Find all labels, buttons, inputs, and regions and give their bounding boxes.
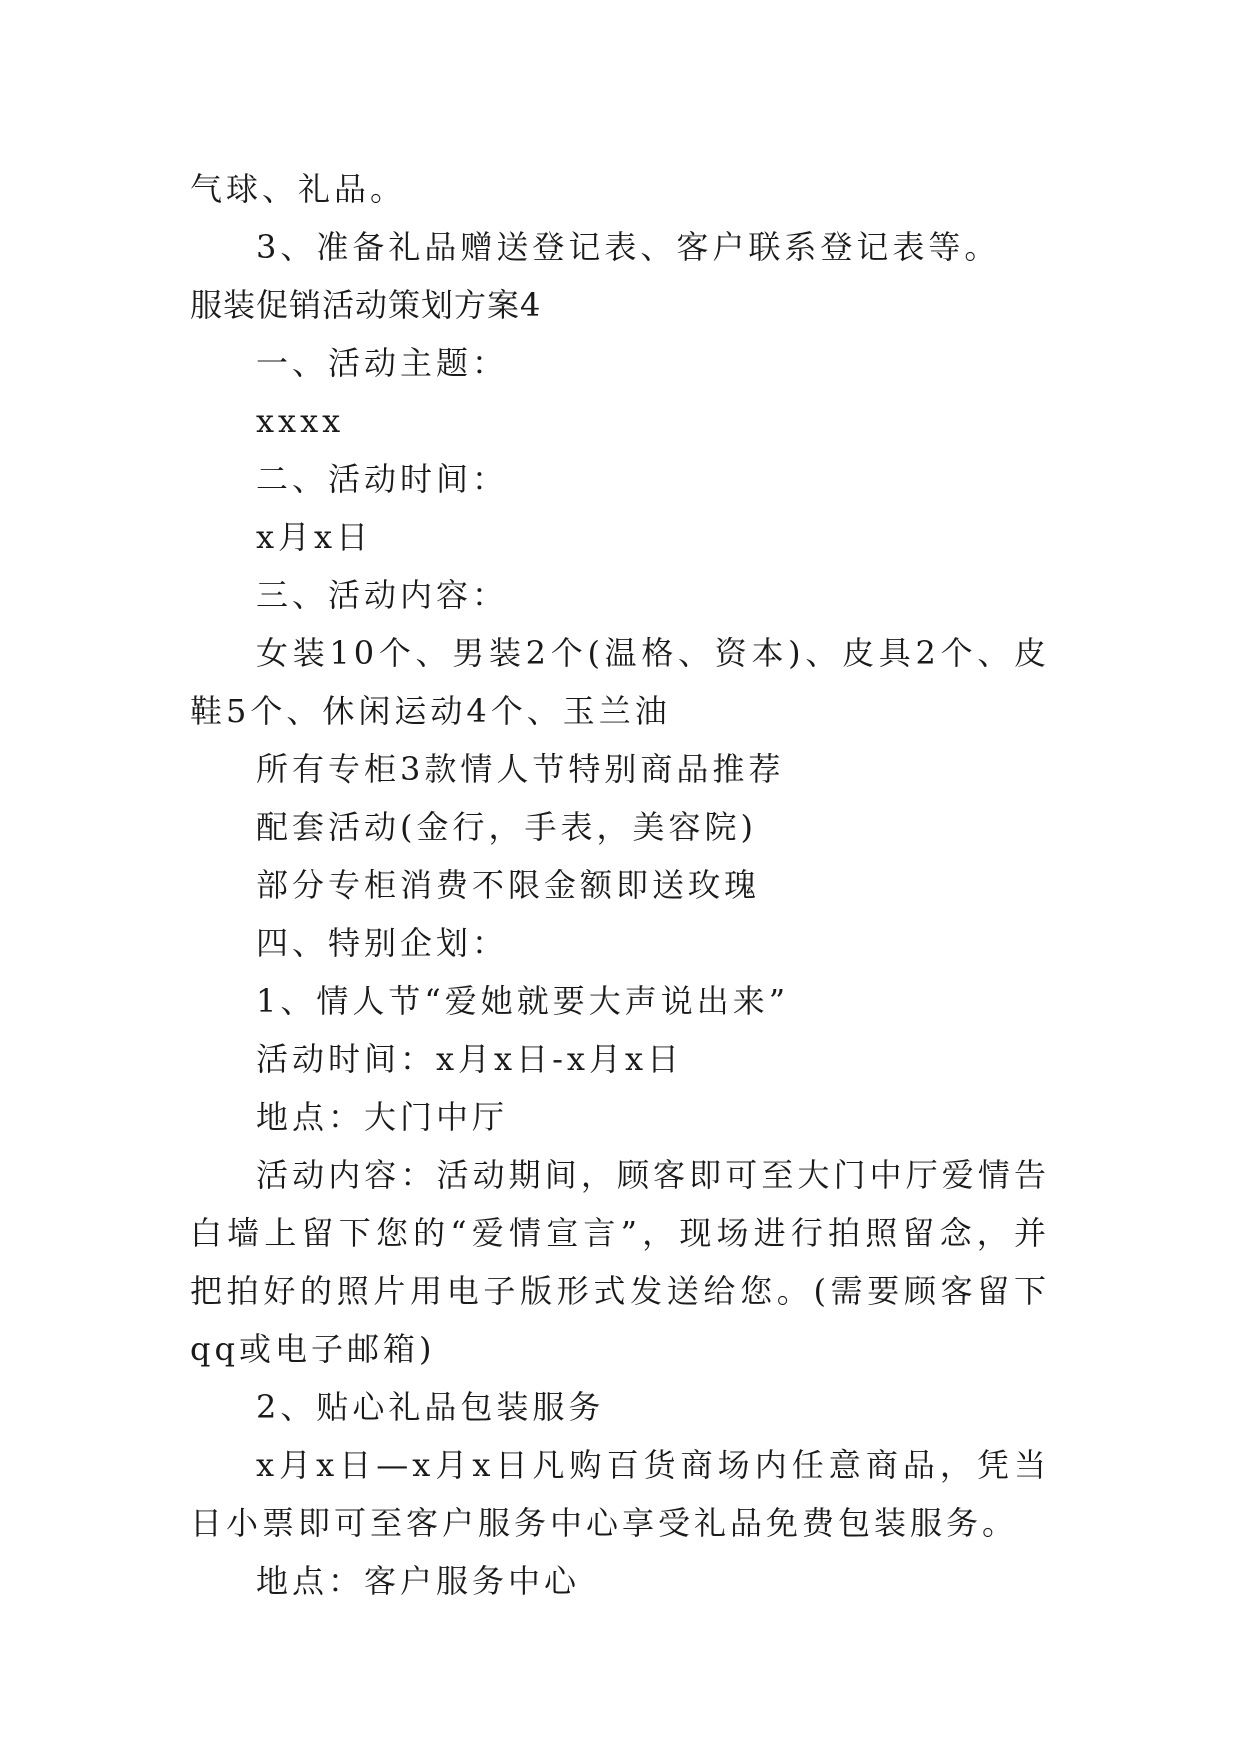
paragraph: xxxx bbox=[256, 402, 345, 440]
paragraph: 活动时间：x月x日-x月x日 bbox=[256, 1040, 684, 1078]
paragraph: 气球、礼品。 bbox=[190, 170, 407, 208]
paragraph: 一、活动主题： bbox=[256, 344, 509, 382]
paragraph: x月x日—x月x日凡购百货商场内任意商品，凭当日小票即可至客户服务中心享受礼品免费包装服务。 bbox=[190, 1446, 1050, 1542]
section-title: 服装促销活动策划方案4 bbox=[190, 286, 542, 324]
paragraph: x月x日 bbox=[256, 518, 373, 556]
document-body bbox=[190, 160, 1050, 1610]
paragraph: 四、特别企划： bbox=[256, 924, 509, 962]
paragraph: 3、准备礼品赠送登记表、客户联系登记表等。 bbox=[256, 228, 1001, 266]
paragraph: 配套活动(金行，手表，美容院) bbox=[256, 808, 757, 846]
paragraph: 1、情人节“爱她就要大声说出来” bbox=[256, 982, 790, 1020]
paragraph: 地点：客户服务中心 bbox=[256, 1562, 581, 1600]
paragraph: 所有专柜3款情人节特别商品推荐 bbox=[256, 750, 785, 788]
paragraph: 二、活动时间： bbox=[256, 460, 509, 498]
paragraph: 地点：大门中厅 bbox=[256, 1098, 509, 1136]
paragraph: 三、活动内容： bbox=[256, 576, 509, 614]
paragraph: 2、贴心礼品包装服务 bbox=[256, 1388, 605, 1426]
paragraph: 女装10个、男装2个(温格、资本)、皮具2个、皮鞋5个、休闲运动4个、玉兰油 bbox=[190, 634, 1050, 730]
paragraph: 活动内容：活动期间，顾客即可至大门中厅爱情告白墙上留下您的“爱情宣言”，现场进行拍照留念，并把拍好的照片用电子版形式发送给您。(需要顾客留下qq或电子邮箱) bbox=[190, 1156, 1050, 1368]
paragraph: 部分专柜消费不限金额即送玫瑰 bbox=[256, 866, 761, 904]
